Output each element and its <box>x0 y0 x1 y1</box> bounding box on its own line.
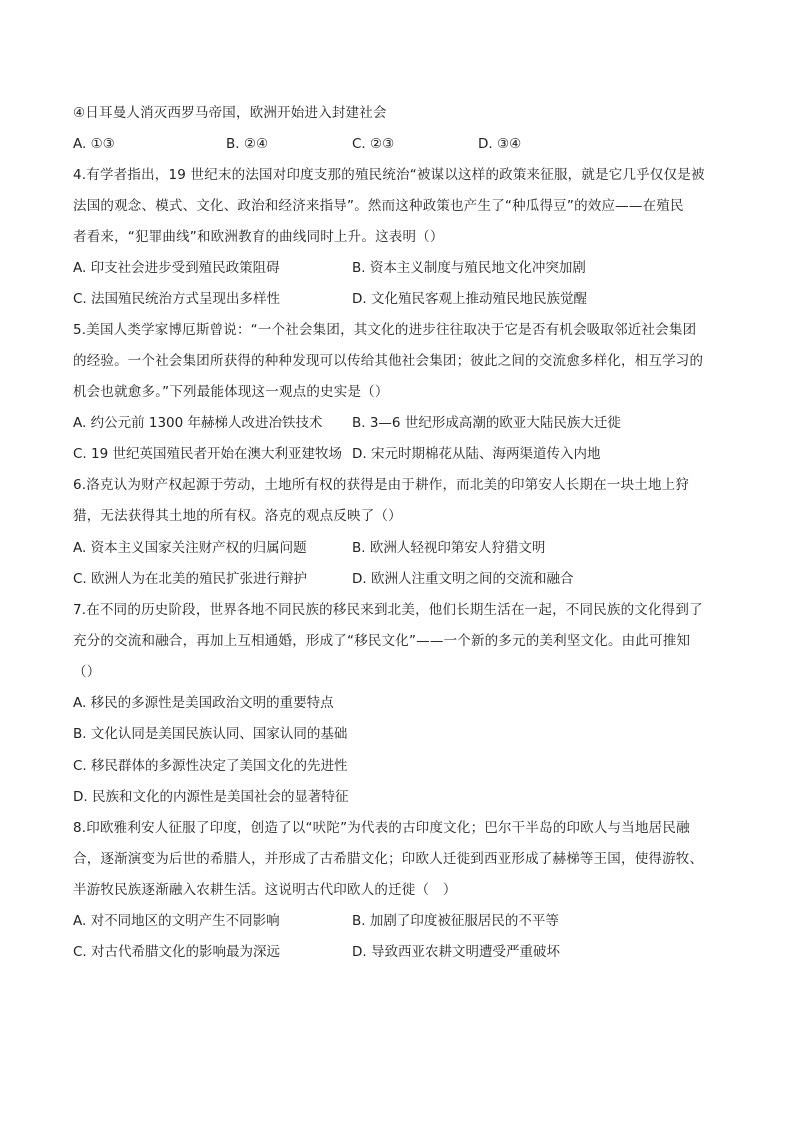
q3-option-d[interactable]: D. ③④ <box>478 136 522 152</box>
q3-option-a[interactable]: A. ①③ <box>73 136 115 152</box>
q8-option-a[interactable]: A. 对不同地区的文明产生不同影响 <box>73 913 280 929</box>
q5-option-a[interactable]: A. 约公元前 1300 年赫梯人改进冶铁技术 <box>73 415 323 431</box>
q7-option-c[interactable]: C. 移民群体的多源性决定了美国文化的先进性 <box>73 758 348 774</box>
q4-option-a[interactable]: A. 印支社会进步受到殖民政策阻碍 <box>73 260 280 276</box>
q6-option-a[interactable]: A. 资本主义国家关注财产权的归属问题 <box>73 540 307 556</box>
q7-stem-line-3: （） <box>73 664 101 680</box>
q5-stem-line-3: 机会也就愈多。”下列最能体现这一观点的史实是（） <box>73 384 389 400</box>
q4-stem-line-3: 者看来，“犯罪曲线”和欧洲教育的曲线同时上升。这表明（） <box>73 229 444 245</box>
q4-stem-line-2: 法国的观念、模式、文化、政治和经济来指导”。然而这种政策也产生了“种瓜得豆”的效应——在殖民 <box>73 198 684 214</box>
q5-stem-line-2: 的经验。一个社会集团所获得的种种发现可以传给其他社会集团；彼此之间的交流愈多样化，相互学习的 <box>73 353 704 369</box>
q4-option-c[interactable]: C. 法国殖民统治方式呈现出多样性 <box>73 291 281 307</box>
q5-option-c[interactable]: C. 19 世纪英国殖民者开始在澳大利亚建牧场 <box>73 446 342 462</box>
q3-option-b[interactable]: B. ②④ <box>226 136 269 152</box>
q8-stem-line-1: 8.印欧雅利安人征服了印度，创造了以“吠陀”为代表的古印度文化；巴尔干半岛的印欧人与当地居民融 <box>73 820 690 836</box>
q3-option-c[interactable]: C. ②③ <box>352 136 395 152</box>
q7-option-a[interactable]: A. 移民的多源性是美国政治文明的重要特点 <box>73 695 334 711</box>
q5-option-d[interactable]: D. 宋元时期棉花从陆、海两渠道传入内地 <box>352 446 601 462</box>
q7-stem-line-1: 7.在不同的历史阶段，世界各地不同民族的移民来到北美，他们长期生活在一起，不同民族的文化得到了 <box>73 602 703 618</box>
q3-statement-4: ④日耳曼人消灭西罗马帝国，欧洲开始进入封建社会 <box>73 105 387 121</box>
q6-option-d[interactable]: D. 欧洲人注重文明之间的交流和融合 <box>352 571 574 587</box>
q6-stem-line-2: 猎，无法获得其土地的所有权。洛克的观点反映了（） <box>73 508 402 524</box>
q4-stem-line-1: 4.有学者指出，19 世纪末的法国对印度支那的殖民统治“被谋以这样的政策来征服，就是它几乎仅仅是被 <box>73 167 705 183</box>
q5-stem-line-1: 5.美国人类学家博厄斯曾说：“一个社会集团，其文化的进步往往取决于它是否有机会吸取邻近社会集团 <box>73 322 697 338</box>
q8-option-c[interactable]: C. 对古代希腊文化的影响最为深远 <box>73 944 281 960</box>
q7-option-b[interactable]: B. 文化认同是美国民族认同、国家认同的基础 <box>73 726 348 742</box>
q4-option-b[interactable]: B. 资本主义制度与殖民地文化冲突加剧 <box>352 260 586 276</box>
q8-option-d[interactable]: D. 导致西亚农耕文明遭受严重破坏 <box>352 944 560 960</box>
q6-stem-line-1: 6.洛克认为财产权起源于劳动，土地所有权的获得是由于耕作，而北美的印第安人长期在一块土地上狩 <box>73 477 690 493</box>
q6-option-b[interactable]: B. 欧洲人轻视印第安人狩猎文明 <box>352 540 546 556</box>
q5-option-b[interactable]: B. 3—6 世纪形成高潮的欧亚大陆民族大迁徙 <box>352 415 621 431</box>
q7-option-d[interactable]: D. 民族和文化的内源性是美国社会的显著特征 <box>73 789 349 805</box>
q8-stem-line-3: 半游牧民族逐渐融入农耕生活。这说明古代印欧人的迁徙（ ） <box>73 882 457 898</box>
q7-stem-line-2: 充分的交流和融合，再加上互相通婚，形成了“移民文化”——一个新的多元的美利坚文化。由此可推知 <box>73 633 691 649</box>
q4-option-d[interactable]: D. 文化殖民客观上推动殖民地民族觉醒 <box>352 291 587 307</box>
q8-option-b[interactable]: B. 加剧了印度被征服居民的不平等 <box>352 913 559 929</box>
q6-option-c[interactable]: C. 欧洲人为在北美的殖民扩张进行辩护 <box>73 571 308 587</box>
q8-stem-line-2: 合，逐渐演变为后世的希腊人，并形成了古希腊文化；印欧人迁徙到西亚形成了赫梯等王国，使得游牧、 <box>73 851 704 867</box>
